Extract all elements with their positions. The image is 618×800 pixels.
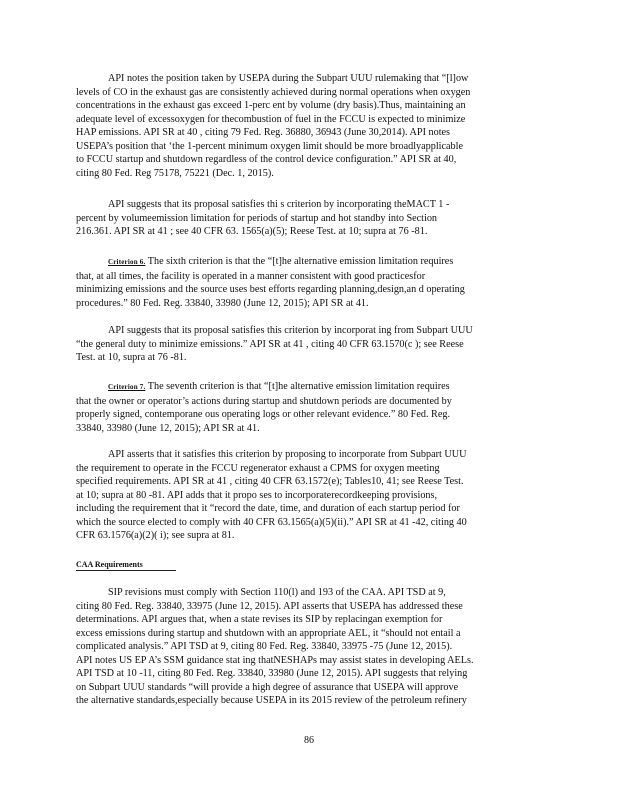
text-line: percent by volumeemission limitation for periods of startup and hot standby into Section [76, 212, 438, 224]
paragraph-api-notes-position [76, 72, 534, 180]
text-line: API suggests that its proposal satisfies thi s criterion by incorporating theMACT 1 - [108, 199, 450, 210]
paragraph-criterion-6 [76, 255, 534, 310]
text-line: minimizing emissions and the source uses best efforts regarding planning,design,an d operating [76, 284, 465, 295]
criterion-7-first-line: The seventh criterion is that “[t]he alternative emission limitation requires [145, 381, 450, 392]
text-line: CFR 63.1576(a)(2)( i); see supra at 81. [76, 530, 235, 541]
text-line: citing 80 Fed. Reg 75178, 75221 (Dec. 1, 2015). [76, 167, 274, 179]
text-line: the alternative standards,especially because USEPA in its 2015 review of the petroleum refinery [76, 695, 467, 706]
criterion-6-first-line: The sixth criterion is that the “[t]he alternative emission limitation requires [145, 256, 454, 267]
page-number: 86 [304, 735, 314, 746]
text-line: API notes US EP A’s SSM guidance stat ing thatNESHAPs may assist states in developing AELs. [76, 654, 474, 666]
text-line [76, 380, 534, 395]
text-line: 33840, 33980 (June 12, 2015); API SR at 41. [76, 422, 260, 434]
text-line: “the general duty to minimize emissions.” API SR at 41 , citing 40 CFR 63.1570(c ); see Reese [76, 338, 464, 350]
text-line: API suggests that its proposal satisfies this criterion by incorporat ing from Subpart UUU [108, 325, 473, 336]
text-line: levels of CO in the exhaust gas are consistently achieved during normal operations when oxygen [76, 86, 471, 98]
text-line: SIP revisions must comply with Section 110(l) and 193 of the CAA. API TSD at 9, [108, 587, 446, 598]
paragraph-api-suggests-general-duty [76, 324, 534, 365]
text-line: citing 80 Fed. Reg. 33840, 33975 (June 12, 2015). API asserts that USEPA has addressed these [76, 600, 463, 612]
text-line: Test. at 10, supra at 76 -81. [76, 352, 187, 363]
text-line: at 10; supra at 80 -81. API adds that it propo ses to incorporaterecordkeeping provisions, [76, 489, 438, 501]
text-line: to FCCU startup and shutdown regardless of the control device configuration.” API SR at 40, [76, 154, 457, 165]
text-line: USEPA’s position that ‘the 1-percent minimum oxygen limit should be more broadlyapplicable [76, 140, 463, 152]
text-line: API notes the position taken by USEPA during the Subpart UUU rulemaking that “[l]ow [108, 73, 469, 84]
text-line: API TSD at 10 -11, citing 80 Fed. Reg. 33840, 33980 (June 12, 2015). API suggests that relying [76, 668, 468, 679]
text-line: properly signed, contemporane ous operating logs or other relevant evidence.” 80 Fed. Reg. [76, 409, 450, 420]
text-line: excess emissions during startup and shutdown with an appropriate AEL, it “should not entail a [76, 627, 461, 639]
text-line: that, at all times, the facility is operated in a manner consistent with good practicesfor [76, 270, 426, 282]
text-line: which the source elected to comply with 40 CFR 63.1565(a)(5)(ii).” API SR at 41 -42, citing 40 [76, 516, 467, 528]
paragraph-api-suggests-mact [76, 198, 534, 239]
text-line: HAP emissions. API SR at 40 , citing 79 Fed. Reg. 36880, 36943 (June 30,2014). API notes [76, 127, 451, 138]
text-line: that the owner or operator’s actions during startup and shutdown periods are documented by [76, 395, 452, 407]
text-line: the requirement to operate in the FCCU regenerator exhaust a CPMS for oxygen meeting [76, 462, 440, 474]
text-line: API asserts that it satisfies this criterion by proposing to incorporate from Subpart UUU [108, 449, 467, 460]
criterion-7-label: Criterion 7. [108, 383, 146, 391]
section-heading-caa-requirements: CAA Requirements [76, 560, 176, 571]
paragraph-api-asserts-cpms [76, 448, 534, 543]
text-line: determinations. API argues that, when a state revises its SIP by replacingan exemption for [76, 614, 443, 625]
text-line: complicated analysis.” API TSD at 9, citing 80 Fed. Reg. 33840, 33975 -75 (June 12, 2015). [76, 641, 453, 652]
paragraph-criterion-7 [76, 380, 534, 435]
text-line [76, 255, 534, 270]
paragraph-sip-revisions [76, 586, 534, 708]
criterion-6-label: Criterion 6. [108, 258, 146, 266]
text-line: on Subpart UUU standards “will provide a high degree of assurance that USEPA will approve [76, 681, 459, 693]
text-line: procedures.” 80 Fed. Reg. 33840, 33980 (June 12, 2015); API SR at 41. [76, 297, 369, 309]
text-line: concentrations in the exhaust gas exceed 1-perc ent by volume (dry basis).Thus, maintaining an [76, 100, 466, 111]
text-line: adequate level of excessoxygen for thecombustion of fuel in the FCCU is expected to minimize [76, 113, 466, 125]
text-line: specified requirements. API SR at 41 , citing 40 CFR 63.1572(e); Tables10, 41; see Reese Test. [76, 476, 464, 487]
text-line: including the requirement that it “record the date, time, and duration of each startup period for [76, 503, 460, 514]
text-line: 216.361. API SR at 41 ; see 40 CFR 63. 1565(a)(5); Reese Test. at 10; supra at 76 -81. [76, 226, 428, 237]
